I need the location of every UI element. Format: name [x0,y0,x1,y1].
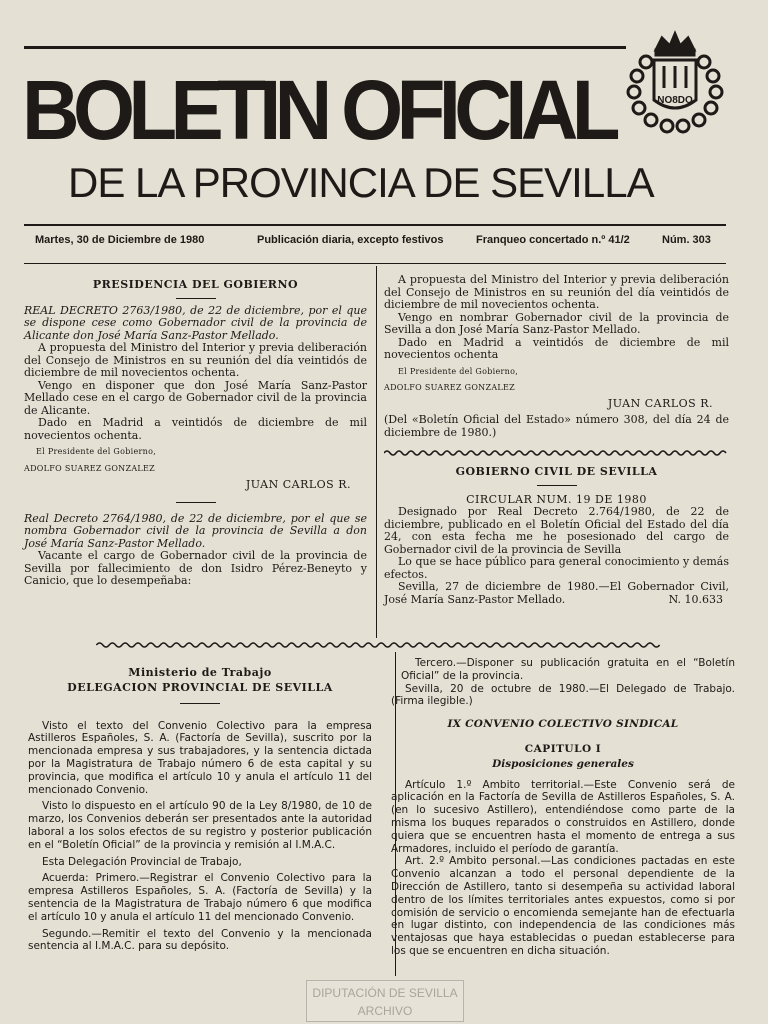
left-bottom-column [28,667,372,953]
right-top-column-lower [384,466,729,607]
section-heading: GOBIERNO CIVIL DE SEVILLA [455,465,658,478]
paragraph: Vengo en nombrar Gobernador civil de la provincia de Sevilla a don José María Sanz-Pastor Mellado. [384,310,729,336]
signature-role: El Presidente del Gobierno, [36,447,157,456]
paragraph: Segundo.—Remitir el texto del Convenio y la mencionada sentencia al I.M.A.C. para su depósito. [28,927,372,953]
separator [180,703,220,704]
issue-number: Núm. 303 [662,234,711,246]
separator [176,298,216,299]
chapter-title: CAPITULO I [524,742,602,755]
masthead-rule [24,224,726,226]
paragraph: Designado por Real Decreto 2.764/1980, de 22 de diciembre, publicado en el Boletín Oficial del Estado del día 24, con esta fecha me he posesionado del cargo de Gobernador civil de la provincia de Sevilla [384,505,729,556]
sevilla-crest-icon [626,30,724,134]
source-citation: (Del «Boletín Oficial del Estado» número 308, del día 24 de diciembre de 1980.) [384,413,729,439]
royal-signature: JUAN CARLOS R. [245,478,351,491]
paragraph: Vengo en disponer que don José María Sanz-Pastor Mellado cese en el cargo de Gobernador civil de la provincia de Alicante. [24,378,367,417]
paragraph: A propuesta del Ministro del Interior y previa deliberación del Consejo de Ministros en su reunión del día veintidós de diciembre de mil novecientos ochenta. [384,273,729,311]
reference-number: N. 10.633 [668,593,723,606]
article: Artículo 1.º Ambito territorial.—Este Convenio será de aplicación en la Factoría de Sevilla de Astilleros Españoles, S. A. (en lo sucesivo Astillero), entendiéndose como parte de la misma los buques reparados o construidos en Astillero, donde quiera que se encuentren hasta el momento de entrega a sus Armadores, incluido el período de garantía. [391,778,735,855]
right-bottom-column [391,657,735,958]
article: Art. 2.º Ambito personal.—Las condiciones pactadas en este Convenio alcanzan a todo el personal dependiente de la Dirección de Astillero, tanto si desempeña su actividad laboral dentro de los límites territoriales antes expuestos, como si por comisión de servicio o encomienda semejante han de efectuarla en lugar distinto, con independencia de las condiciones más ventajosas que haya establecidas o puedan establecerse para los que se encuentren en dicha situación. [391,855,735,957]
column-divider-top [376,266,377,638]
separator [537,485,577,486]
paragraph: Esta Delegación Provincial de Trabajo, [42,855,242,868]
paragraph: Dado en Madrid a veintidós de diciembre de mil novecientos ochenta. [24,416,367,442]
issue-date: Martes, 30 de Diciembre de 1980 [35,234,205,246]
stamp-line-1: DIPUTACIÓN DE SEVILLA [312,986,458,1000]
delegation-heading: DELEGACION PROVINCIAL DE SEVILLA [67,680,333,694]
newspaper-subtitle: DE LA PROVINCIA DE SEVILLA [68,159,654,206]
separator [176,502,216,503]
top-rule [24,46,626,49]
convenio-title: IX CONVENIO COLECTIVO SINDICAL [447,718,679,731]
newspaper-title: BOLETIN OFICIAL [22,63,614,157]
signature-name: ADOLFO SUAREZ GONZALEZ [24,463,156,473]
paragraph: Sevilla, 20 de octubre de 1980.—El Delegado de Trabajo. (Firma ilegible.) [391,682,735,708]
paragraph: Vacante el cargo de Gobernador civil de la provincia de Sevilla por fallecimiento de don Isidro Pérez-Beneyto y Canicio, que lo desempeñaba: [24,549,367,587]
paragraph: Sevilla, 27 de diciembre de 1980.—El Gobernador Civil, José María Sanz-Pastor Mellado. [384,580,729,606]
decree-title: REAL DECRETO 2763/1980, de 22 de diciembre, por el que se dispone cese como Gobernador civil de la provincia de Alicante don José María Sanz-Pastor Mellado. [24,303,367,342]
paragraph: A propuesta del Ministro del Interior y previa deliberación del Consejo de Ministros en su reunión del día veintidós de diciembre de mil novecientos ochenta. [24,341,367,379]
left-top-column [24,279,367,588]
paragraph: Dado en Madrid a veintidós de diciembre de mil novecientos ochenta [384,335,729,361]
publication-frequency: Publicación diaria, excepto festivos [257,234,444,246]
postage-info: Franqueo concertado n.º 41/2 [476,234,630,246]
signature-role: El Presidente del Gobierno, [398,366,519,376]
paragraph: Visto el texto del Convenio Colectivo para la empresa Astilleros Españoles, S. A. (Factoría de Sevilla), suscrito por la mencionada empresa y sus trabajadores, y la sentencia dictada por la Magistratura de Trabajo número 6 de esta capital y su provincia, que modifica el artículo 10 y anula el artículo 11 del mencionado Convenio. [28,719,372,796]
paragraph: Visto lo dispuesto en el artículo 90 de la Ley 8/1980, de 10 de marzo, los Convenios deberán ser presentados ante la autoridad laboral a los solos efectos de su registro y posterior publicación en el “Boletín Oficial” de la provincia y remisión al I.M.A.C. [28,800,372,851]
ministry-heading: Ministerio de Trabajo [128,666,272,679]
archive-stamp [306,980,464,1022]
crest-motto: NO8DO [657,95,693,106]
royal-signature: JUAN CARLOS R. [607,396,713,410]
section-heading: PRESIDENCIA DEL GOBIERNO [92,278,299,291]
paragraph: Tercero.—Disponer su publicación gratuita en el “Boletín Oficial” de la provincia. [401,657,735,682]
decree-title: Real Decreto 2764/1980, de 22 de diciembre, por el que se nombra Gobernador civil de la provincia de Sevilla a don José María Sanz-Pastor Mellado. [24,511,367,550]
right-top-column [384,274,729,439]
signature-name: ADOLFO SUAREZ GONZALEZ [384,383,516,392]
stamp-line-2: ARCHIVO [357,1004,413,1018]
paragraph: Lo que se hace público para general conocimiento y demás efectos. [384,555,729,581]
paragraph: Acuerda: Primero.—Registrar el Convenio Colectivo para la empresa Astilleros Españoles, S. A. (Factoría de Sevilla) y la sentencia de la Magistratura de Trabajo número 6 que modifica el artículo 10 y anula el artículo 11 del mencionado Convenio. [28,872,372,923]
chapter-subtitle: Disposiciones generales [492,757,634,770]
wavy-divider-full [26,641,730,649]
infobar-rule [24,263,726,264]
circular-title: CIRCULAR NUM. 19 DE 1980 [466,492,647,506]
wavy-divider [384,449,728,457]
